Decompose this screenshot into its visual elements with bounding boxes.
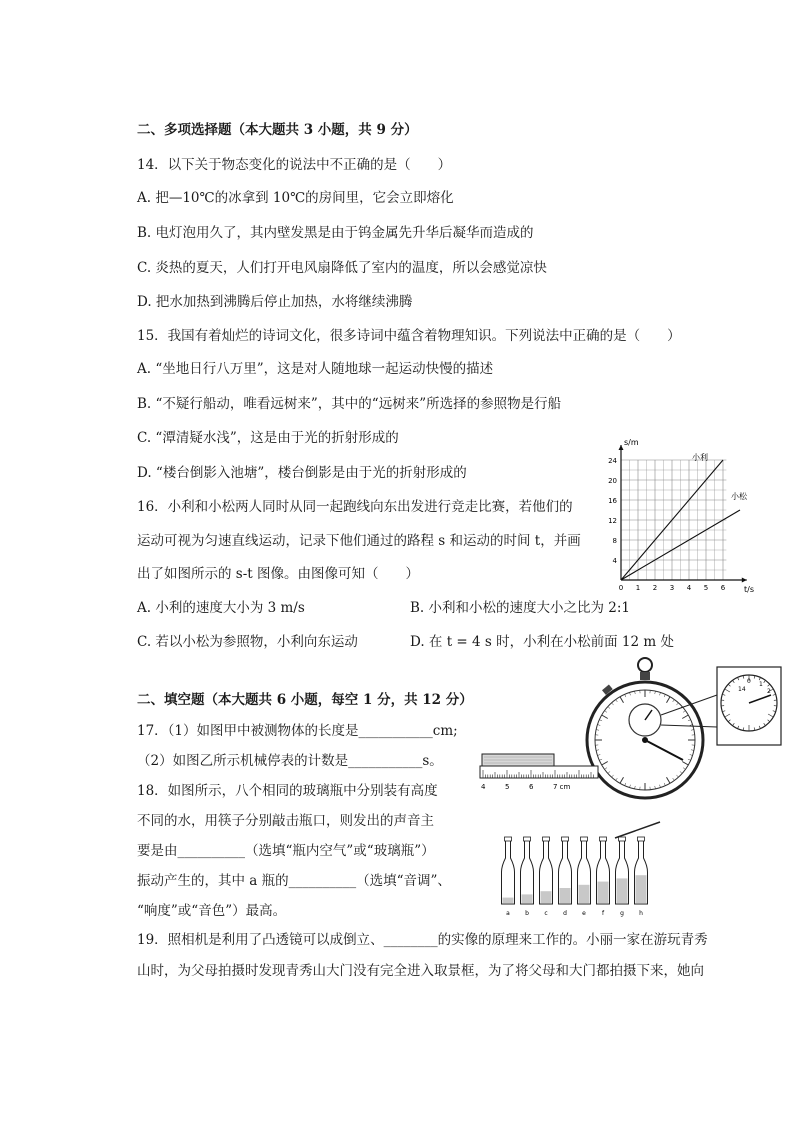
bottle-water bbox=[522, 894, 533, 903]
stopwatch-minute-hand bbox=[645, 710, 652, 720]
glass-bottle bbox=[597, 837, 610, 917]
bottle-water bbox=[617, 878, 628, 903]
st-graph bbox=[603, 432, 763, 602]
bottle-label: g bbox=[620, 910, 624, 917]
y-tick-label: 24 bbox=[608, 457, 617, 465]
q16-option-d: D. 在 t = 4 s 时，小利在小松前面 12 m 处 bbox=[410, 634, 674, 650]
zoom-dial-label-0: 0 bbox=[747, 678, 751, 685]
y-axis-arrow bbox=[619, 445, 624, 450]
q16-line-1: 16．小利和小松两人同时从同一起跑线向东出发进行竞走比赛，若他们的 bbox=[137, 499, 573, 515]
q14-option-c: C. 炎热的夏天，人们打开电风扇降低了室内的温度，所以会感觉凉快 bbox=[137, 260, 547, 276]
bottle-group bbox=[502, 837, 648, 917]
graph-x-label: t/s bbox=[744, 585, 754, 594]
graph-label-xiaosong: 小松 bbox=[731, 492, 747, 501]
glass-bottle bbox=[540, 837, 553, 917]
bottle-label: h bbox=[639, 910, 643, 917]
y-tick-label: 16 bbox=[608, 497, 617, 505]
q15-option-d: D. “楼台倒影入池塘”，楼台倒影是由于光的折射形成的 bbox=[137, 465, 467, 481]
ruler-label-5: 5 bbox=[505, 783, 510, 791]
glass-bottle bbox=[521, 837, 534, 917]
q15-option-a: A. “坐地日行八万里”，这是对人随地球一起运动快慢的描述 bbox=[137, 361, 494, 377]
chopstick bbox=[615, 822, 660, 838]
graph-label-xiaoli: 小利 bbox=[692, 453, 708, 462]
q15-option-b: B. “不疑行船动，唯看远树来”，其中的“远树来”所选择的参照物是行船 bbox=[137, 396, 562, 412]
stopwatch-figure bbox=[585, 655, 785, 815]
x-tick-label: 2 bbox=[652, 584, 658, 592]
zoom-dial-label-2: 2 bbox=[767, 688, 771, 695]
q19-line-2: 山时，为父母拍摄时发现青秀山大门没有完全进入取景框，为了将父母和大门都拍摄下来，她向 bbox=[137, 963, 704, 979]
q18-line-5: “响度”或“音色”）最高。 bbox=[137, 903, 287, 919]
section-fill-heading: 二、填空题（本大题共 6 小题，每空 1 分，共 12 分） bbox=[137, 692, 473, 708]
stopwatch-crown-ring bbox=[638, 658, 652, 672]
zoom-dial-label-14: 14 bbox=[738, 686, 746, 693]
y-tick-label: 20 bbox=[608, 477, 617, 485]
q18-line-2: 不同的水，用筷子分别敲击瓶口，则发出的声音主 bbox=[137, 813, 434, 829]
bottle-label: b bbox=[525, 910, 529, 917]
x-tick-label: 6 bbox=[720, 584, 726, 592]
ruler-label-7: 7 cm bbox=[553, 783, 571, 791]
glass-bottle bbox=[635, 837, 648, 917]
bottle-label: c bbox=[544, 910, 548, 917]
q18-line-3: 要是由__________（选填“瓶内空气”或“玻璃瓶”） bbox=[137, 843, 435, 859]
ruler-body bbox=[480, 766, 598, 778]
q14-stem: 14．以下关于物态变化的说法中不正确的是（ ） bbox=[137, 157, 452, 173]
q17-line-1: 17．（1）如图甲中被测物体的长度是___________cm; bbox=[137, 723, 458, 739]
glass-bottle bbox=[559, 837, 572, 917]
q16-option-b: B. 小利和小松的速度大小之比为 2:1 bbox=[410, 600, 631, 616]
bottle-water bbox=[503, 898, 514, 903]
q19-line-1: 19．照相机是利用了凸透镜可以成倒立、________的实像的原理来工作的。小丽一家在游玩青秀 bbox=[137, 932, 708, 948]
x-tick-label: 5 bbox=[703, 584, 709, 592]
q17-line-2: （2）如图乙所示机械停表的计数是___________s。 bbox=[137, 753, 443, 769]
q18-line-1: 18．如图所示，八个相同的玻璃瓶中分别装有高度 bbox=[137, 783, 438, 799]
q16-line-3: 出了如图所示的 s-t 图像。由图像可知（ ） bbox=[137, 566, 419, 582]
x-axis-arrow bbox=[742, 578, 747, 583]
x-tick-label: 1 bbox=[635, 584, 641, 592]
q14-option-b: B. 电灯泡用久了，其内壁发黑是由于钨金属先升华后凝华而造成的 bbox=[137, 225, 534, 241]
q16-line-2: 运动可视为匀速直线运动，记录下他们通过的路程 s 和运动的时间 t，并画 bbox=[137, 533, 581, 549]
x-tick-label: 4 bbox=[686, 584, 692, 592]
q16-option-c: C. 若以小松为参照物，小利向东运动 bbox=[137, 634, 358, 650]
q15-option-c: C. “潭清疑水浅”，这是由于光的折射形成的 bbox=[137, 430, 399, 446]
bottle-label: e bbox=[582, 910, 586, 917]
bottle-label: a bbox=[506, 910, 510, 917]
q14-option-a: A. 把—10℃的冰拿到 10℃的房间里，它会立即熔化 bbox=[137, 190, 454, 206]
section-multi-heading: 二、多项选择题（本大题共 3 小题，共 9 分） bbox=[137, 122, 418, 138]
ruler-label-4: 4 bbox=[481, 783, 486, 791]
glass-bottle bbox=[578, 837, 591, 917]
glass-bottle bbox=[616, 837, 629, 917]
y-tick-label: 4 bbox=[612, 557, 617, 565]
bottle-water bbox=[560, 888, 571, 903]
bottles-figure bbox=[500, 818, 670, 918]
bottle-water bbox=[598, 882, 609, 903]
x-tick-label: 0 bbox=[618, 584, 624, 592]
y-tick-label: 8 bbox=[612, 537, 617, 545]
bottle-water bbox=[636, 875, 647, 903]
bottle-water bbox=[579, 885, 590, 903]
bottle-label: d bbox=[563, 910, 567, 917]
graph-y-label: s/m bbox=[624, 438, 639, 447]
bottle-label: f bbox=[601, 910, 605, 917]
x-tick-label: 3 bbox=[669, 584, 675, 592]
q18-line-4: 振动产生的，其中 a 瓶的__________（选填“音调”、 bbox=[137, 873, 451, 889]
y-tick-label: 12 bbox=[608, 517, 617, 525]
ruler-label-6: 6 bbox=[529, 783, 534, 791]
stopwatch-second-hand bbox=[645, 740, 683, 760]
ruler-figure bbox=[478, 750, 602, 794]
stopwatch-crown bbox=[640, 672, 650, 680]
q16-option-a: A. 小利的速度大小为 3 m/s bbox=[137, 600, 305, 616]
q14-option-d: D. 把水加热到沸腾后停止加热，水将继续沸腾 bbox=[137, 294, 413, 310]
q15-stem: 15．我国有着灿烂的诗词文化，很多诗词中蕴含着物理知识。下列说法中正确的是（ ） bbox=[137, 328, 681, 344]
glass-bottle bbox=[502, 837, 515, 917]
bottle-water bbox=[541, 891, 552, 903]
zoom-dial-label-1: 1 bbox=[759, 681, 763, 688]
